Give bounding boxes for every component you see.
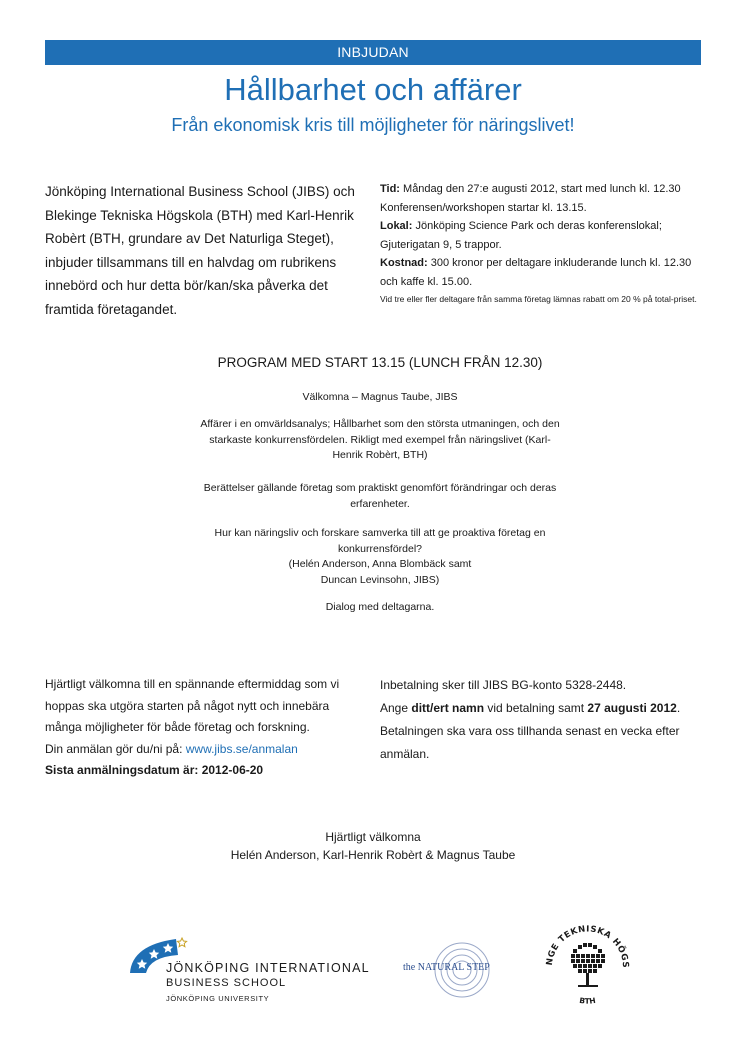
payment-account: Inbetalning sker till JIBS BG-konto 5328-2448. xyxy=(380,678,627,692)
svg-text:BTH xyxy=(579,996,597,1006)
detail-kostnad-label: Kostnad: xyxy=(380,257,428,269)
program-heading: PROGRAM MED START 13.15 (LUNCH FRÅN 12.30) xyxy=(217,355,543,370)
program-item-collaboration xyxy=(200,526,560,588)
program-item-collaboration-question: Hur kan näringsliv och forskare samverka till att ge proaktiva företag en konkurrensfördel? xyxy=(214,527,546,555)
payment-text-a: Ange xyxy=(380,701,412,715)
program-item-stories: Berättelser gällande företag som praktiskt genomfört förändringar och deras erfarenheter. xyxy=(203,482,557,510)
payment-name-emphasis: ditt/ert namn xyxy=(411,701,485,715)
detail-lokal-label: Lokal: xyxy=(380,220,413,232)
program-item-collaboration-speakers-1: (Helén Anderson, Anna Blombäck samt xyxy=(288,558,472,570)
natural-step-logo xyxy=(400,940,515,1000)
registration-text: Din anmälan gör du/ni på: xyxy=(45,741,186,756)
bth-bottom-text: BTH xyxy=(578,995,597,1006)
program-item-dialog: Dialog med deltagarna. xyxy=(325,601,435,613)
jibs-logo-line3: JÖNKÖPING UNIVERSITY xyxy=(166,994,270,1003)
invitation-banner: INBJUDAN xyxy=(45,40,701,65)
closing xyxy=(0,828,746,864)
detail-lokal-text: Jönköping Science Park och deras konferenslokal; Gjuterigatan 9, 5 trappor. xyxy=(380,220,662,251)
registration-link[interactable]: www.jibs.se/anmalan xyxy=(185,741,298,756)
bth-logo xyxy=(540,915,635,1010)
event-details xyxy=(380,180,710,307)
payment-text-c: vid betalning samt xyxy=(484,701,588,715)
jibs-logo-line1: JÖNKÖPING INTERNATIONAL xyxy=(166,961,370,975)
payment-date-emphasis: 27 augusti 2012 xyxy=(587,701,677,715)
jibs-logo-line2: BUSINESS SCHOOL xyxy=(166,977,287,989)
program-item-analysis: Affärer i en omvärldsanalys; Hållbarhet som den största utmaningen, och den starkaste konkurrensfördelen. Rikligt med exempel från näringslivet (Karl-Henrik Robèrt, BTH) xyxy=(200,418,560,461)
discount-note: Vid tre eller fler deltagare från samma företag lämnas rabatt om 20 % på total-priset. xyxy=(380,294,697,304)
registration-line xyxy=(45,739,360,761)
payment-info xyxy=(380,674,710,766)
closing-signatories: Helén Anderson, Karl-Henrik Robèrt & Magnus Taube xyxy=(230,848,516,862)
payment-instructions xyxy=(380,697,710,720)
page-title: Hållbarhet och affärer xyxy=(224,72,522,107)
welcome-registration xyxy=(45,674,360,782)
payment-text-e: . xyxy=(676,701,681,715)
welcome-paragraph: Hjärtligt välkomna till en spännande eftermiddag som vi hoppas ska utgöra starten på något nytt och innebära många möjligheter för både företag och forskning. xyxy=(45,677,340,734)
detail-tid-label: Tid: xyxy=(380,183,400,195)
svg-text:BLEKINGE TEKNISKA HÖGSKOLA xyxy=(540,915,630,969)
payment-deadline: Betalningen ska vara oss tillhanda senast en vecka efter anmälan. xyxy=(380,724,680,761)
detail-lokal xyxy=(380,217,710,254)
natural-step-text: the NATURAL STEP xyxy=(403,962,490,973)
intro-paragraph: Jönköping International Business School (JIBS) och Blekinge Tekniska Högskola (BTH) med Karl-Henrik Robèrt (BTH, grundare av Det Naturliga Steget), inbjuder tillsammans till en halvdag om rubrikens innebörd och hur detta bör/kan/ska påverka det framtida företagandet. xyxy=(45,184,355,317)
program-item-collaboration-speakers-2: Duncan Levinsohn, JIBS) xyxy=(320,573,440,586)
detail-tid xyxy=(380,180,710,217)
bth-seal-icon xyxy=(540,915,635,1010)
detail-kostnad xyxy=(380,254,710,291)
jibs-logo xyxy=(128,935,378,1010)
detail-kostnad-text: 300 kronor per deltagare inkluderande lunch kl. 12.30 och kaffe kl. 15.00. xyxy=(380,257,692,288)
detail-tid-text: Måndag den 27:e augusti 2012, start med lunch kl. 12.30 Konferensen/workshopen startar kl. 13.15. xyxy=(380,183,681,214)
bth-arc-text: NGE TEKNISKA HÖGS xyxy=(544,924,631,969)
registration-deadline: Sista anmälningsdatum är: 2012-06-20 xyxy=(45,763,264,777)
page-subtitle: Från ekonomisk kris till möjligheter för näringslivet! xyxy=(171,115,575,135)
program-item-welcome: Välkomna – Magnus Taube, JIBS xyxy=(302,391,458,403)
closing-greeting: Hjärtligt välkomna xyxy=(325,830,421,844)
